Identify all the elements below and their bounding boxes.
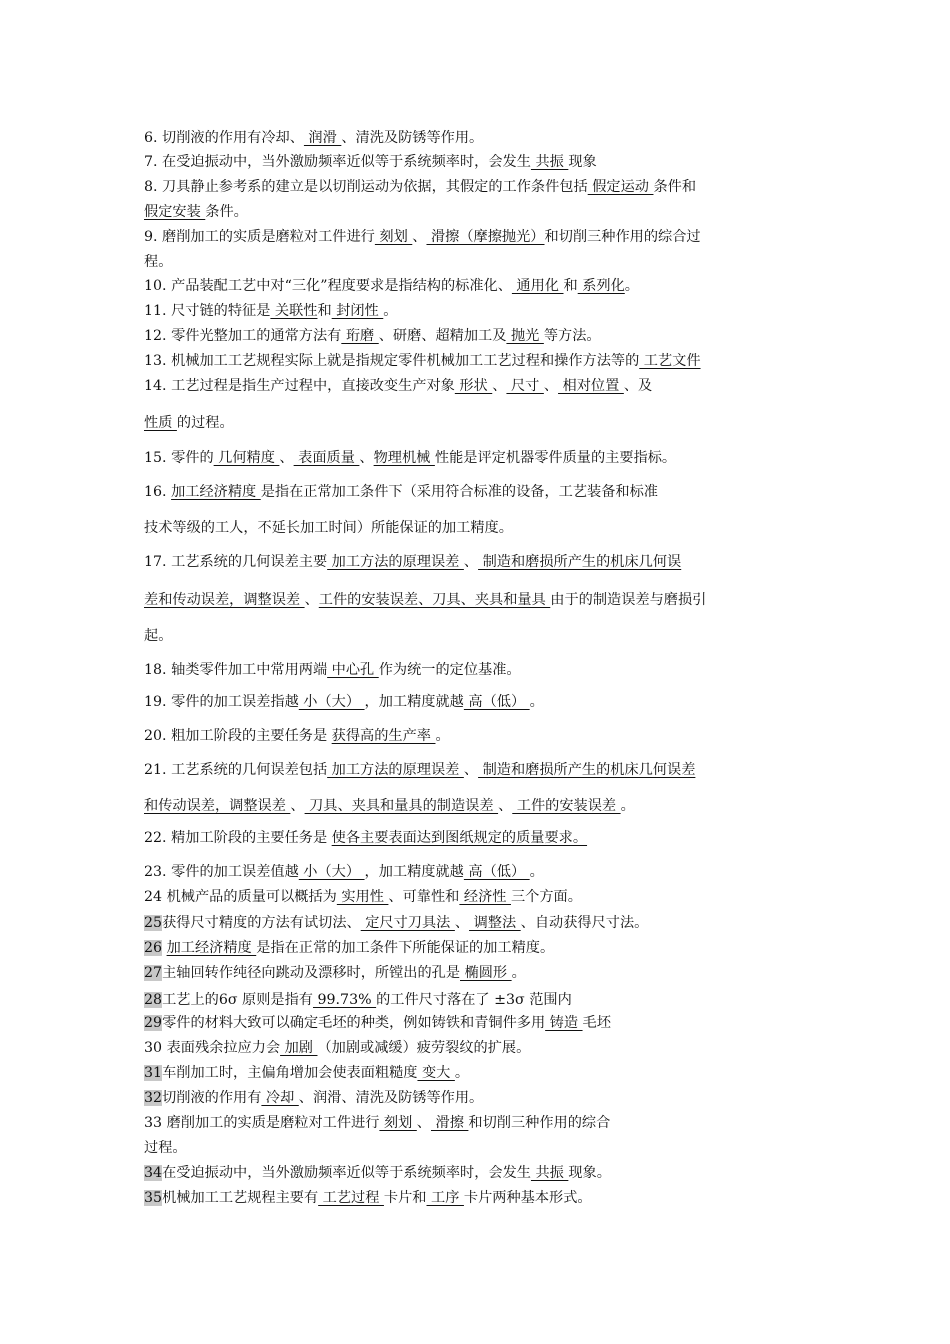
answer-blank: 工序 [426, 1190, 464, 1206]
text-segment: 的过程。 [176, 415, 234, 431]
text-segment: 和切削三种作用的综合过 [544, 229, 701, 245]
text-line [144, 152, 814, 172]
text-line [144, 552, 814, 572]
text-segment: 。 [620, 798, 635, 814]
text-line [144, 351, 814, 371]
answer-blank: 系列化 [577, 278, 625, 294]
text-segment: 、 [498, 798, 513, 814]
text-segment: （加剧或减缓）疲劳裂纹的扩展。 [317, 1040, 531, 1056]
answer-blank: 刀具、夹具和量具的制造误差 [304, 798, 499, 814]
text-segment: 、润滑、清洗及防锈等作用。 [298, 1090, 484, 1106]
text-segment: 8. 刀具静止参考系的建立是以切削运动为依据，其假定的工作条件包括 [144, 179, 588, 195]
text-segment: 机械加工工艺规程主要有 [162, 1190, 319, 1206]
text-segment: 现象。 [568, 1165, 611, 1181]
text-segment: 、 [304, 592, 319, 608]
answer-blank: 性质 [144, 415, 177, 431]
answer-blank: 珩磨 [341, 328, 379, 344]
text-segment: 毛坯 [582, 1015, 611, 1031]
text-segment: 车削加工时，主偏角增加会使表面粗糙度 [162, 1065, 418, 1081]
text-segment: ，加工精度就越 [364, 694, 464, 710]
answer-blank: 制造和磨损所产生的机床几何误差 [478, 762, 696, 778]
answer-blank: 表面质量 [293, 450, 360, 466]
text-segment: 18. 轴类零件加工中常用两端 [144, 662, 328, 678]
text-segment: 、 [454, 915, 470, 931]
answer-blank: 共振 [530, 154, 569, 170]
text-segment: 条件和 [653, 179, 697, 195]
answer-blank: 相对位置 [558, 378, 624, 394]
answer-blank: 加工经济精度 [171, 484, 261, 500]
answer-blank: 铸造 [545, 1015, 583, 1031]
text-line [144, 482, 814, 502]
text-line [144, 660, 814, 680]
text-segment: 。 [624, 278, 639, 294]
answer-blank: 几何精度 [213, 450, 280, 466]
text-line [144, 1013, 814, 1033]
answer-blank: 和传动误差，调整误差 [144, 798, 291, 814]
text-segment: 由于的制造误差与磨损引 [550, 592, 707, 608]
text-line [144, 1038, 814, 1058]
text-segment: 切削液的作用有 [162, 1090, 262, 1106]
text-segment: 。 [435, 728, 450, 744]
answer-blank: 小（大） [298, 864, 365, 880]
answer-blank: 尺寸 [506, 378, 544, 394]
answer-blank: 共振 [530, 1165, 569, 1181]
text-segment: 、 [543, 378, 559, 394]
text-segment: 作为统一的定位基准。 [378, 662, 521, 678]
text-segment: 11. 尺寸链的特征是 [144, 303, 271, 319]
text-line [144, 828, 814, 848]
text-line [144, 796, 814, 816]
answer-blank: 加剧 [280, 1040, 318, 1056]
text-line [144, 963, 814, 983]
text-line [144, 301, 814, 321]
text-segment: 是指在正常的加工条件下所能保证的加工精度。 [256, 940, 555, 956]
text-line [144, 760, 814, 780]
answer-blank: 工件的安装误差 [512, 798, 621, 814]
answer-blank: 中心孔 [327, 662, 379, 678]
question-number: 35 [144, 1190, 163, 1206]
text-segment: 是指在正常加工条件下（采用符合标准的设备，工艺装备和标准 [260, 484, 658, 500]
text-segment: 6. 切削液的作用有冷却、 [144, 130, 304, 146]
text-line [144, 1138, 814, 1158]
answer-blank: 假定安装 [144, 204, 206, 220]
answer-blank: 高（低） [463, 694, 530, 710]
text-segment: 零件的材料大致可以确定毛坯的种类，例如铸铁和青铜件多用 [162, 1015, 546, 1031]
answer-blank: 工艺过程 [318, 1190, 384, 1206]
text-segment: 、可靠性和 [388, 889, 460, 905]
text-segment: 、及 [623, 378, 653, 394]
text-segment: 工艺上的6σ 原则是指有 [162, 992, 313, 1008]
text-line [144, 413, 814, 433]
text-segment: 条件。 [205, 204, 248, 220]
answer-blank: 加工方法的原理误差 [327, 762, 464, 778]
text-line [144, 326, 814, 346]
text-line [144, 227, 814, 247]
text-segment: 。 [529, 864, 544, 880]
text-line [144, 887, 814, 907]
text-segment: 17. 工艺系统的几何误差主要 [144, 554, 328, 570]
answer-blank: 调整法 [469, 915, 521, 931]
question-number: 26 [144, 940, 163, 956]
text-segment: 16. [144, 484, 172, 500]
text-segment: 和 [317, 303, 332, 319]
answer-blank: 通用化 [511, 278, 564, 294]
answer-blank: 关联性 [270, 303, 318, 319]
text-segment: 10. 产品装配工艺中对“三化”程度要求是指结构的标准化、 [144, 278, 512, 294]
text-line [144, 376, 814, 396]
text-segment: 程。 [144, 254, 173, 270]
answer-blank: 差和传动误差，调整误差 [144, 592, 305, 608]
answer-blank: 刻划 [374, 229, 413, 245]
text-line [144, 938, 814, 958]
answer-blank: 滑擦（摩擦抛光） [426, 229, 545, 245]
answer-blank: 实用性 [336, 889, 389, 905]
text-line [144, 1113, 814, 1133]
answer-blank: 制造和磨损所产生的机床几何误 [478, 554, 682, 570]
answer-blank: 形状 [454, 378, 493, 394]
answer-blank: 封闭性 [331, 303, 384, 319]
question-number: 32 [144, 1090, 163, 1106]
text-segment: 等方法。 [543, 328, 601, 344]
answer-blank: 润滑 [303, 130, 342, 146]
answer-blank: 经济性 [459, 889, 511, 905]
text-segment: 9. 磨削加工的实质是磨粒对工件进行 [144, 229, 375, 245]
answer-blank: 小（大） [298, 694, 365, 710]
text-line [144, 276, 814, 296]
text-segment: 、 [416, 1115, 431, 1131]
text-line [144, 448, 814, 468]
answer-blank: 抛光 [506, 328, 544, 344]
text-segment: 卡片和 [383, 1190, 427, 1206]
text-segment: 21. 工艺系统的几何误差包括 [144, 762, 328, 778]
text-segment: 、研磨、超精加工及 [378, 328, 507, 344]
answer-blank: 椭圆形 [460, 965, 512, 981]
text-segment: 。 [511, 965, 526, 981]
text-segment: 起。 [144, 628, 173, 644]
text-segment: 、 [359, 450, 374, 466]
text-segment: 、自动获得尺寸法。 [520, 915, 649, 931]
answer-blank: 使各主要表面达到图纸规定的质量要求。 [331, 830, 588, 846]
text-segment: ，加工精度就越 [364, 864, 464, 880]
answer-blank: 变大 [417, 1065, 455, 1081]
answer-blank: 99.73% [312, 992, 377, 1008]
question-number: 31 [144, 1065, 163, 1081]
text-segment: 22. 精加工阶段的主要任务是 [144, 830, 332, 846]
answer-blank: 冷却 [261, 1090, 299, 1106]
answer-blank: 高（低） [463, 864, 530, 880]
text-segment: 性能是评定机器零件质量的主要指标。 [434, 450, 677, 466]
text-segment: 。 [529, 694, 544, 710]
answer-blank: 获得高的生产率 [331, 728, 436, 744]
text-segment: 、 [412, 229, 427, 245]
text-line [144, 177, 814, 197]
text-line [144, 1163, 814, 1183]
text-line [144, 518, 814, 538]
text-segment: 、清洗及防锈等作用。 [341, 130, 484, 146]
text-line [144, 1063, 814, 1083]
text-line [144, 128, 814, 148]
text-segment: 。 [454, 1065, 470, 1081]
text-line [144, 692, 814, 712]
answer-blank: 假定运动 [587, 179, 654, 195]
text-line [144, 590, 814, 610]
text-segment: 14. 工艺过程是指生产过程中，直接改变生产对象 [144, 378, 455, 394]
text-segment: 主轴回转作纯径向跳动及漂移时，所镗出的孔是 [162, 965, 461, 981]
text-line [144, 252, 814, 272]
answer-blank: 工件的安装误差、刀具、夹具和量具 [318, 592, 551, 608]
text-segment: 的工件尺寸落在了 ±3σ 范围内 [376, 992, 572, 1008]
text-segment: 获得尺寸精度的方法有试切法、 [162, 915, 361, 931]
text-segment: 在受迫振动中，当外激励频率近似等于系统频率时，会发生 [162, 1165, 531, 1181]
question-number: 27 [144, 965, 163, 981]
answer-blank: 物理机械 [373, 450, 435, 466]
text-segment: 23. 零件的加工误差值越 [144, 864, 299, 880]
text-line [144, 202, 814, 222]
text-segment: 卡片两种基本形式。 [463, 1190, 592, 1206]
text-segment: 13. 机械加工工艺规程实际上就是指规定零件机械加工工艺过程和操作方法等的 [144, 353, 640, 369]
text-line [144, 862, 814, 882]
question-number: 34 [144, 1165, 163, 1181]
text-segment: 现象 [568, 154, 597, 170]
text-segment: 12. 零件光整加工的通常方法有 [144, 328, 342, 344]
question-number: 25 [144, 915, 163, 931]
text-segment: 24 机械产品的质量可以概括为 [144, 889, 337, 905]
text-segment: 20. 粗加工阶段的主要任务是 [144, 728, 332, 744]
text-segment: 、 [290, 798, 305, 814]
answer-blank: 工艺文件 [639, 353, 701, 369]
question-number: 29 [144, 1015, 163, 1031]
text-line [144, 726, 814, 746]
text-segment: 三个方面。 [510, 889, 582, 905]
text-segment: 19. 零件的加工误差指越 [144, 694, 299, 710]
text-line [144, 626, 814, 646]
text-line [144, 913, 814, 933]
text-segment: 和 [563, 278, 578, 294]
answer-blank: 加工经济精度 [166, 940, 257, 956]
text-segment: 15. 零件的 [144, 450, 214, 466]
text-segment: 、 [463, 554, 479, 570]
text-segment: 、 [492, 378, 507, 394]
answer-blank: 滑擦 [431, 1115, 469, 1131]
text-segment: 和切削三种作用的综合 [468, 1115, 611, 1131]
answer-blank: 定尺寸刀具法 [360, 915, 455, 931]
text-segment: 33 磨削加工的实质是磨粒对工件进行 [144, 1115, 380, 1131]
answer-blank: 刻划 [379, 1115, 417, 1131]
text-segment: 、 [279, 450, 294, 466]
text-segment: 7. 在受迫振动中，当外激励频率近似等于系统频率时，会发生 [144, 154, 531, 170]
text-segment: 。 [383, 303, 398, 319]
text-line [144, 1088, 814, 1108]
question-number: 28 [144, 992, 163, 1008]
answer-blank: 加工方法的原理误差 [327, 554, 464, 570]
text-line [144, 1188, 814, 1208]
text-segment: 、 [463, 762, 479, 778]
text-segment: 过程。 [144, 1140, 187, 1156]
text-segment: 30 表面残余拉应力会 [144, 1040, 281, 1056]
text-segment: 技术等级的工人，不延长加工时间）所能保证的加工精度。 [144, 520, 513, 536]
text-line [144, 990, 814, 1010]
